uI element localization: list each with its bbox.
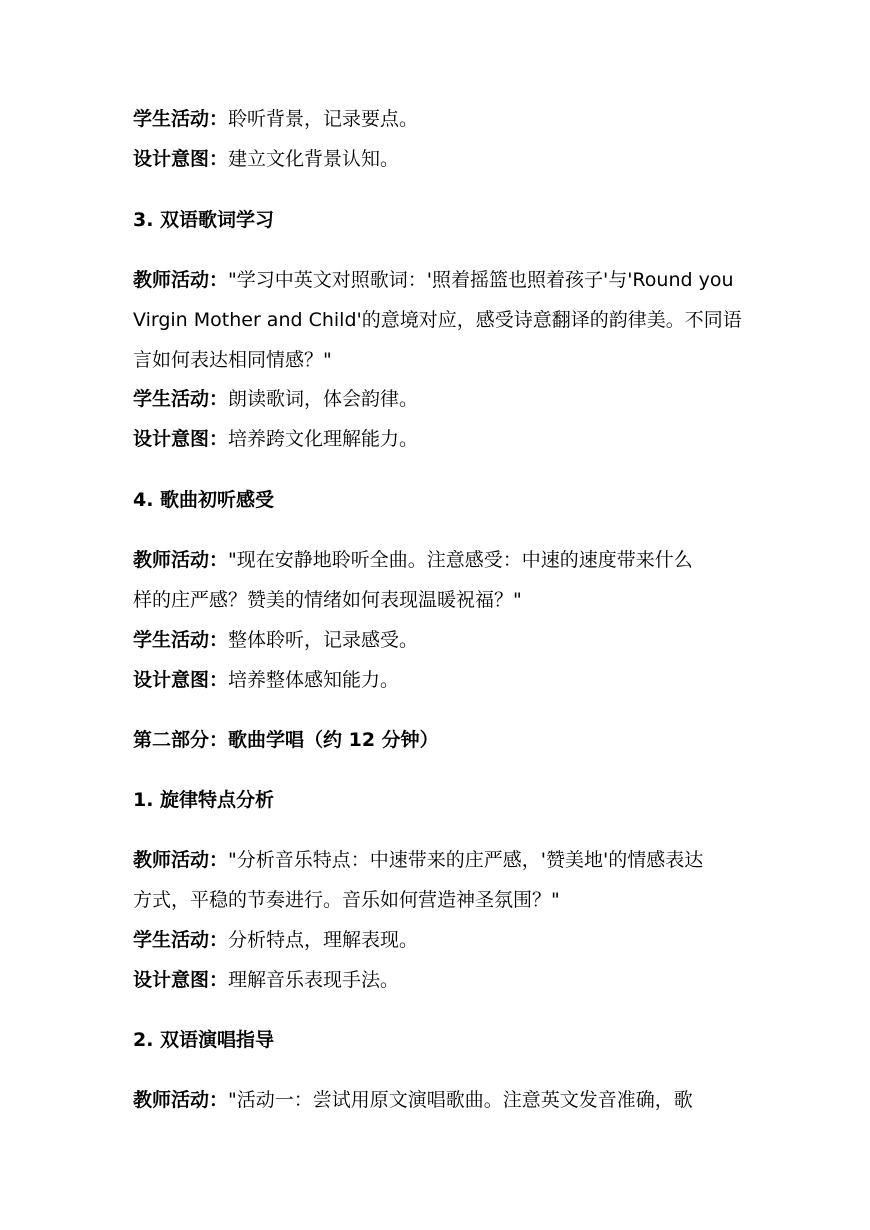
- section-heading: 4. 歌曲初听感受: [133, 489, 275, 511]
- line-text: "分析音乐特点：中速带来的庄严感，'赞美地'的情感表达: [228, 849, 704, 871]
- line-label: 学生活动：: [133, 388, 229, 410]
- line-text: "学习中英文对照歌词：'照着摇篮也照着孩子'与'Round you: [228, 269, 734, 291]
- teacher-activity-line: [133, 267, 734, 293]
- teacher-activity-line: [133, 847, 703, 873]
- line-label: 学生活动：: [133, 929, 229, 951]
- line-label: 教师活动：: [133, 849, 229, 871]
- student-activity-line: [133, 927, 418, 953]
- line-label: 设计意图：: [133, 669, 229, 691]
- line-text: 朗读歌词，体会韵律。: [228, 388, 419, 410]
- line-text: "现在安静地聆听全曲。注意感受：中速的速度带来什么: [228, 549, 693, 571]
- section-heading: 3. 双语歌词学习: [133, 209, 275, 231]
- line-label: 学生活动：: [133, 629, 229, 651]
- continuation-line: 方式，平稳的节奏进行。音乐如何营造神圣氛围？": [133, 889, 560, 911]
- continuation-line: 言如何表达相同情感？": [133, 349, 332, 371]
- section-heading: 1. 旋律特点分析: [133, 789, 275, 811]
- line-text: 理解音乐表现手法。: [228, 969, 400, 991]
- line-label: 设计意图：: [133, 428, 229, 450]
- line-label: 教师活动：: [133, 549, 229, 571]
- design-intent-line: [133, 146, 399, 172]
- line-label: 设计意图：: [133, 148, 229, 170]
- student-activity-line: [133, 627, 418, 653]
- section-heading: 2. 双语演唱指导: [133, 1029, 275, 1051]
- continuation-line: Virgin Mother and Child'的意境对应，感受诗意翻译的韵律美。不同语: [133, 309, 742, 331]
- line-text: "活动一：尝试用原文演唱歌曲。注意英文发音准确，歌: [228, 1089, 693, 1111]
- line-text: 建立文化背景认知。: [228, 148, 400, 170]
- teacher-activity-line: [133, 547, 693, 573]
- line-label: 设计意图：: [133, 969, 229, 991]
- line-label: 教师活动：: [133, 1089, 229, 1111]
- line-text: 培养跨文化理解能力。: [228, 428, 419, 450]
- line-text: 聆听背景，记录要点。: [228, 108, 419, 130]
- line-text: 培养整体感知能力。: [228, 669, 400, 691]
- student-activity-line: [133, 386, 418, 412]
- design-intent-line: [133, 426, 418, 452]
- design-intent-line: [133, 967, 399, 993]
- design-intent-line: [133, 667, 399, 693]
- continuation-line: 样的庄严感？赞美的情绪如何表现温暖祝福？": [133, 589, 522, 611]
- teacher-activity-line: [133, 1087, 693, 1113]
- line-text: 整体聆听，记录感受。: [228, 629, 419, 651]
- line-text: 分析特点，理解表现。: [228, 929, 419, 951]
- line-label: 教师活动：: [133, 269, 229, 291]
- line-label: 学生活动：: [133, 108, 229, 130]
- student-activity-line: [133, 106, 418, 132]
- part-heading: 第二部分：歌曲学唱（约 12 分钟）: [133, 729, 439, 751]
